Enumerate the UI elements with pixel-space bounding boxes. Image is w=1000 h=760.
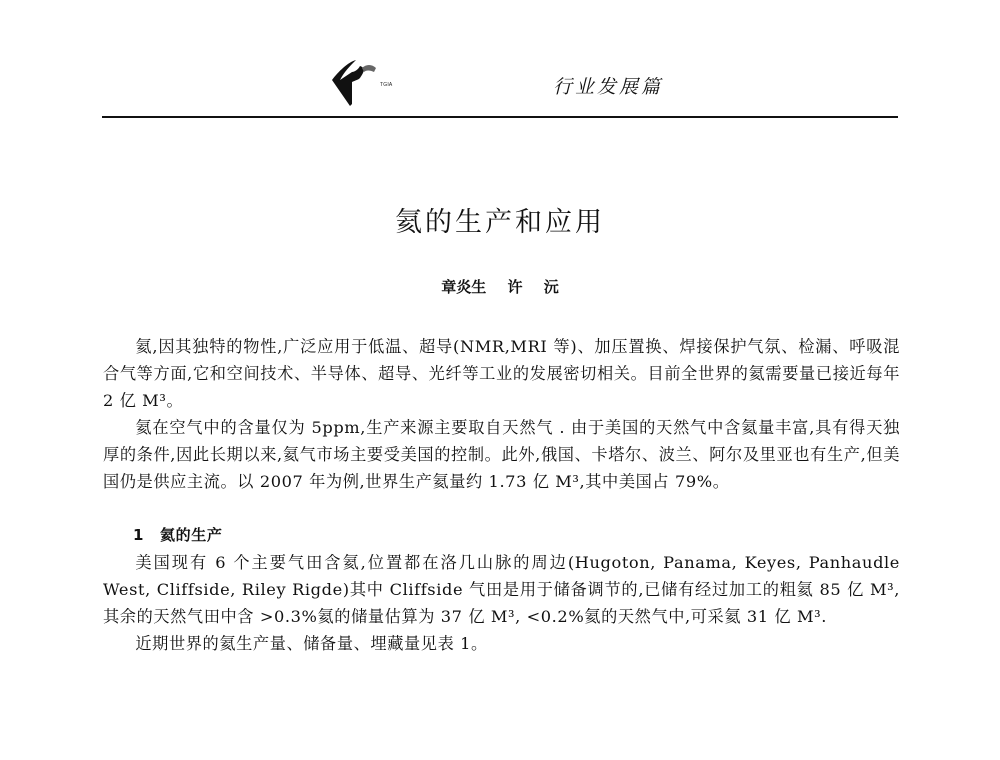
- author-1: 章炎生: [441, 278, 487, 296]
- section-heading: [103, 522, 900, 549]
- paragraph-intro: 氦,因其独特的物性,广泛应用于低温、超导(NMR,MRI 等)、加压置换、焊接保护气氛、检漏、呼吸混合气等方面,它和空间技术、半导体、超导、光纤等工业的发展密切相关。目前全世界的氦需要量已接近每年 2 亿 M³。: [103, 337, 900, 410]
- article-body: [103, 333, 900, 657]
- section-title: 氦的生产: [160, 526, 223, 544]
- tgia-logo-icon: [330, 58, 380, 108]
- paragraph-us-fields: 美国现有 6 个主要气田含氦,位置都在洛几山脉的周边(Hugoton, Panama, Keyes, Panhaudle West, Cliffside, Riley Rigde)其中 Cliffside 气田是用于储备调节的,已储有经过加工的粗氦 85 亿 M³,其余的天然气田中含 >0.3%氦的储量估算为 37 亿 M³, <0.2%氦的天然气中,可采氦 31 亿 M³.: [103, 553, 900, 626]
- article-title: 氦的生产和应用: [395, 207, 605, 238]
- author-2-given: 许: [507, 278, 523, 296]
- authors: [0, 276, 1000, 297]
- section-number: 1: [133, 526, 145, 544]
- paragraph-table-ref: 近期世界的氦生产量、储备量、埋藏量见表 1。: [135, 634, 488, 653]
- page-header: [0, 0, 1000, 120]
- paragraph-source: 氦在空气中的含量仅为 5ppm,生产来源主要取自天然气 . 由于美国的天然气中含氦量丰富,具有得天独厚的条件,因此长期以来,氦气市场主要受美国的控制。此外,俄国、卡塔尔、波兰、阿尔及里亚也有生产,但美国仍是供应主流。以 2007 年为例,世界生产氦量约 1.73 亿 M³,其中美国占 79%。: [103, 418, 900, 491]
- logo-text: TGIA: [380, 82, 393, 88]
- author-2-name: 沅: [543, 278, 559, 296]
- header-divider: [102, 116, 898, 118]
- section-name: 行业发展篇: [553, 76, 664, 98]
